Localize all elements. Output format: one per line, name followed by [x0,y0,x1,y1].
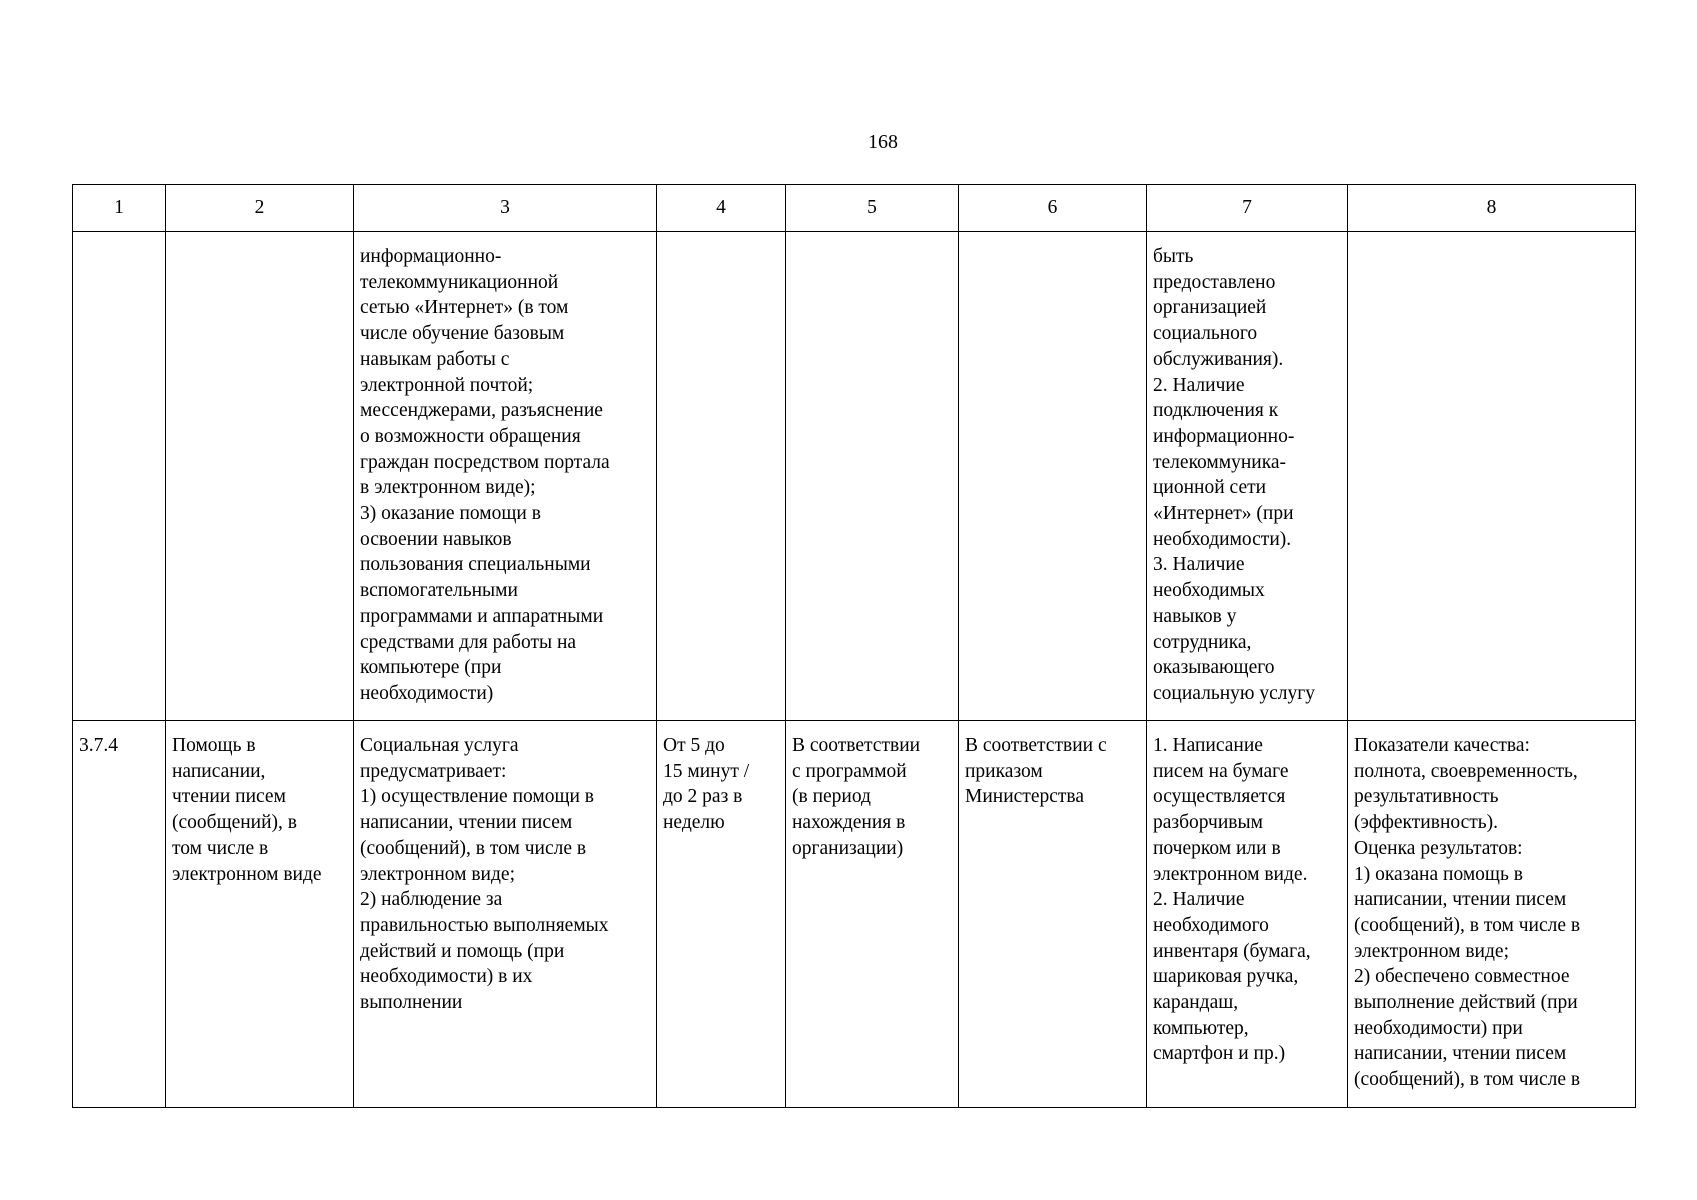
cell-text-line: шариковая ручка, [1153,966,1299,988]
table-cell [959,232,1147,721]
cell-text-line: пользования специальными [360,554,591,576]
cell-text-line: (эффективность). [1354,812,1499,834]
column-header: 7 [1147,185,1348,232]
cell-text-line: предоставлено [1153,271,1276,293]
cell-text-line: полнота, своевременность, [1354,760,1578,782]
cell-text-line: почерком или в [1153,837,1281,859]
cell-text-line: 2. Наличие [1153,374,1245,396]
cell-text-line: необходимости) [360,682,494,704]
cell-text-line: Социальная услуга [360,735,519,756]
cell-text-line: В соответствии с [965,735,1107,756]
cell-text-line: 15 минут / [663,760,750,782]
cell-text-line: необходимого [1153,914,1269,936]
cell-text-line: написании, чтении писем [360,812,573,834]
cell-text-line: мессенджерами, разъяснение [360,400,603,422]
cell-text-line: (сообщений), в [172,812,297,834]
cell-text-line: приказом [965,760,1043,782]
table-cell [786,232,959,721]
cell-text-line: навыков у [1153,605,1237,627]
cell-text-line: выполнение действий (при [1354,992,1578,1014]
cell-text-line: Помощь в [172,735,256,756]
column-header: 1 [73,185,166,232]
cell-text-line: оказывающего [1153,657,1275,679]
cell-text-line: результативность [1354,786,1499,808]
cell-text-line: написании, [172,760,266,782]
table-cell [959,721,1147,1108]
cell-text-line: социального [1153,323,1258,345]
cell-text-line: карандаш, [1153,992,1239,1014]
cell-text-line: электронной почтой; [360,374,534,396]
cell-text-line: 1) осуществление помощи в [360,786,595,808]
cell-text-line: писем на бумаге [1153,760,1289,782]
cell-text-line: (сообщений), в том числе в [1354,914,1581,936]
cell-text-line: о возможности обращения [360,425,581,447]
cell-text-line: электронном виде. [1153,863,1308,885]
table-cell [1348,721,1636,1108]
column-header: 2 [166,185,354,232]
cell-text-line: 1. Написание [1153,735,1263,756]
cell-text-line: необходимых [1153,580,1265,602]
cell-text-line: телекоммуникационной [360,271,559,293]
cell-text-line: организацией [1153,297,1267,319]
cell-text-line: подключения к [1153,400,1279,422]
cell-text-line: смартфон и пр.) [1153,1043,1286,1065]
cell-text-line: электронном виде; [360,863,515,885]
cell-text-line: предусматривает: [360,760,507,782]
cell-text-line: граждан посредством портала [360,451,610,473]
page-number: 168 [868,131,898,153]
cell-text-line: выполнении [360,992,463,1014]
cell-text-line: 2) наблюдение за [360,889,503,911]
cell-text-line: правильностью выполняемых [360,914,609,936]
cell-text-line: сетью «Интернет» (в том [360,297,569,319]
cell-text-line: в электронном виде); [360,477,536,499]
column-header: 5 [786,185,959,232]
cell-text-line: неделю [663,812,725,834]
table-row [73,232,1636,721]
cell-text-line: (в период [792,786,871,808]
table-cell [1348,232,1636,721]
cell-text-line: (сообщений), в том числе в [1354,1069,1581,1091]
cell-text-line: быть [1153,246,1194,267]
cell-text-line: необходимости). [1153,528,1292,550]
cell-text-line: средствами для работы на [360,631,577,653]
cell-text-line: необходимости) при [1354,1017,1523,1039]
table-cell [354,721,657,1108]
cell-text-line: числе обучение базовым [360,323,565,345]
column-header: 4 [657,185,786,232]
cell-text-line: Оценка результатов: [1354,837,1523,859]
cell-text-line: телекоммуника- [1153,451,1287,473]
cell-text-line: инвентаря (бумага, [1153,940,1311,962]
cell-text-line: электронном виде [172,863,322,885]
cell-text-line: сотрудника, [1153,631,1252,653]
cell-text-line: чтении писем [172,786,286,808]
column-header: 6 [959,185,1147,232]
cell-text-line: 1) оказана помощь в [1354,863,1523,885]
table-cell [166,232,354,721]
table-cell [786,721,959,1108]
cell-text-line: написании, чтении писем [1354,1043,1567,1065]
column-header: 8 [1348,185,1636,232]
cell-text-line: организации) [792,837,904,859]
cell-text-line: компьютер, [1153,1017,1249,1039]
cell-text-line: В соответствии [792,735,921,756]
cell-text-line: социальную услугу [1153,682,1315,704]
services-table [72,184,1636,1108]
table-cell [73,232,166,721]
cell-text-line: освоении навыков [360,528,512,550]
table-cell [1147,232,1348,721]
cell-text-line: Министерства [965,786,1085,808]
table-cell [166,721,354,1108]
cell-text-line: Показатели качества: [1354,735,1530,756]
table-cell [1147,721,1348,1108]
table-row [73,721,1636,1108]
cell-text-line: От 5 до [663,735,725,756]
cell-text-line: обслуживания). [1153,348,1284,370]
table-cell [657,721,786,1108]
cell-text-line: необходимости) в их [360,966,533,988]
cell-text-line: навыкам работы с [360,348,510,370]
cell-text-line: 2. Наличие [1153,889,1245,911]
cell-text-line: нахождения в [792,812,906,834]
cell-text-line: разборчивым [1153,812,1263,834]
cell-text-line: «Интернет» (при [1153,503,1294,525]
cell-text-line: ционной сети [1153,477,1267,499]
table-cell [354,232,657,721]
cell-text-line: 3.7.4 [79,735,118,756]
cell-text-line: 3. Наличие [1153,554,1245,576]
cell-text-line: информационно- [1153,425,1295,447]
cell-text-line: том числе в [172,837,269,859]
cell-text-line: 3) оказание помощи в [360,503,541,525]
cell-text-line: написании, чтении писем [1354,889,1567,911]
cell-text-line: с программой [792,760,907,782]
table-cell [657,232,786,721]
cell-text-line: программами и аппаратными [360,605,604,627]
cell-text-line: до 2 раз в [663,786,743,808]
cell-text-line: информационно- [360,246,502,267]
cell-text-line: электронном виде; [1354,940,1509,962]
cell-text-line: компьютере (при [360,657,502,679]
table-cell [73,721,166,1108]
cell-text-line: осуществляется [1153,786,1286,808]
table-header-row [73,185,1636,232]
cell-text-line: (сообщений), в том числе в [360,837,587,859]
cell-text-line: действий и помощь (при [360,940,565,962]
column-header: 3 [354,185,657,232]
cell-text-line: 2) обеспечено совместное [1354,966,1570,988]
cell-text-line: вспомогательными [360,580,518,602]
